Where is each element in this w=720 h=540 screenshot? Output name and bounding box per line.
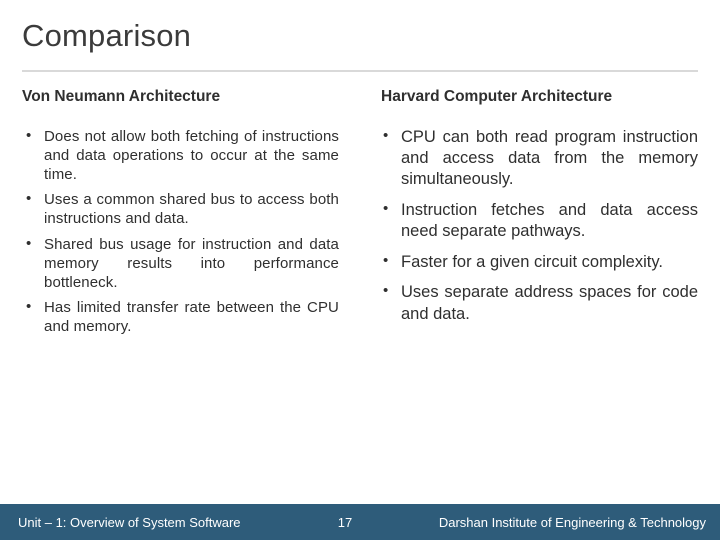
footer-page-number: 17 [337, 514, 353, 530]
list-item: • Shared bus usage for instruction and data memory results into performance bottleneck. [22, 235, 339, 293]
column-heading-harvard: Harvard Computer Architecture [381, 88, 613, 105]
slide-footer [0, 504, 720, 540]
column-harvard [381, 88, 698, 342]
bullet-list-harvard [381, 127, 698, 326]
footer-institute-label: Darshan Institute of Engineering & Technology [438, 514, 706, 530]
footer-unit-label: Unit – 1: Overview of System Software [18, 514, 241, 530]
list-item: • Has limited transfer rate between the CPU and memory. [22, 298, 339, 336]
list-item: • Uses a common shared bus to access both instructions and data. [22, 190, 339, 228]
list-item: • Faster for a given circuit complexity. [381, 252, 698, 273]
list-item: • Instruction fetches and data access need separate pathways. [381, 200, 698, 243]
page-title: Comparison [22, 18, 192, 53]
column-heading-von-neumann: Von Neumann Architecture [22, 88, 221, 105]
title-divider [22, 70, 698, 72]
list-item: • Does not allow both fetching of instructions and data operations to occur at the same time. [22, 127, 339, 185]
column-von-neumann [22, 88, 339, 342]
bullet-list-von-neumann [22, 127, 339, 337]
list-item: • Uses separate address spaces for code and data. [381, 282, 698, 325]
list-item: • CPU can both read program instruction and access data from the memory simultaneously. [381, 127, 698, 191]
comparison-columns [22, 88, 698, 342]
